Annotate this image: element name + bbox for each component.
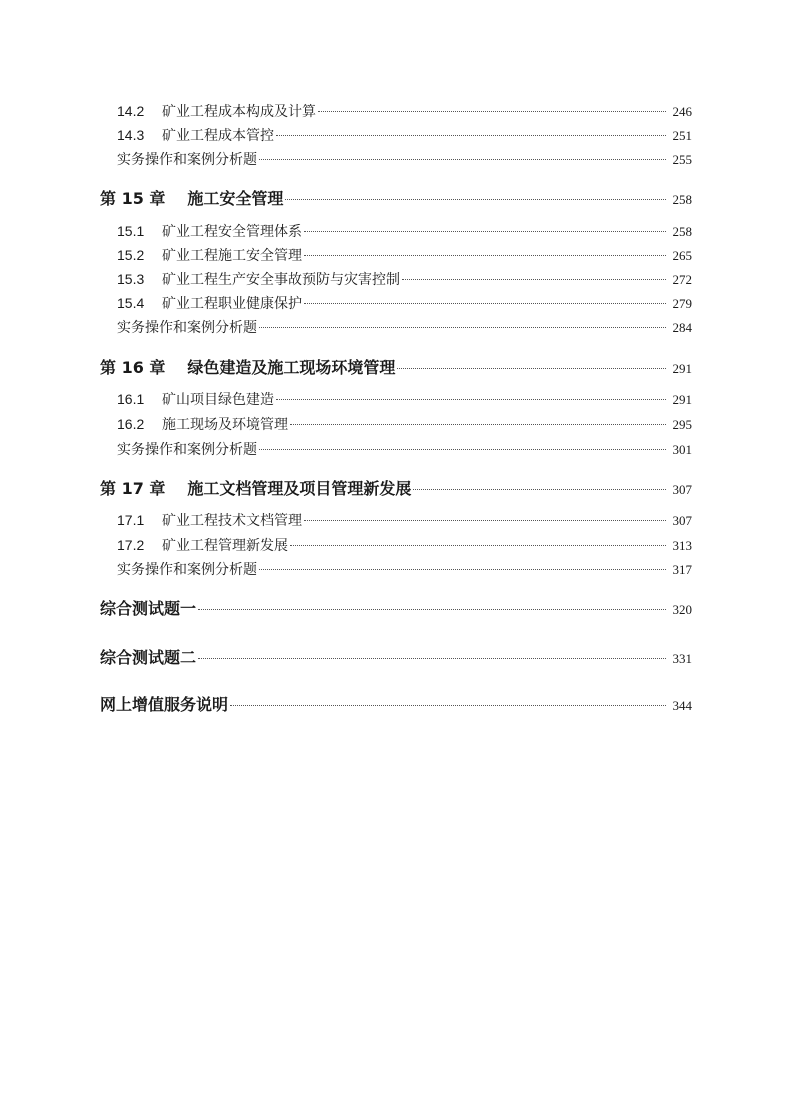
- section-number: 14.2: [117, 103, 145, 119]
- page-number: 307: [672, 482, 692, 497]
- toc-chapter-15[interactable]: [100, 186, 692, 209]
- page-number: 331: [672, 651, 692, 666]
- leader-dots: [290, 545, 666, 546]
- toc-entry-14-2[interactable]: [100, 101, 692, 121]
- toc-entry-17-1[interactable]: [100, 510, 692, 530]
- section-number: 16.1: [117, 391, 145, 407]
- toc-chapter-16[interactable]: [100, 355, 692, 378]
- page-number: 251: [672, 128, 692, 143]
- section-title: 矿业工程管理新发展: [162, 538, 288, 554]
- toc-chapter-17[interactable]: [100, 476, 692, 499]
- page-number: 307: [672, 513, 692, 528]
- leader-dots: [276, 135, 666, 136]
- page-number: 255: [672, 152, 692, 167]
- section-number: 16.2: [117, 416, 145, 432]
- page-number: 258: [672, 192, 692, 207]
- chapter-title: 网上增值服务说明: [100, 695, 229, 714]
- leader-dots: [259, 159, 666, 160]
- page-number: 272: [672, 272, 692, 287]
- toc-entry-17-2[interactable]: [100, 535, 692, 555]
- section-number: 15.4: [117, 295, 145, 311]
- chapter-label: 第 15 章: [100, 189, 166, 208]
- leader-dots: [304, 520, 666, 521]
- page-number: 246: [672, 104, 692, 119]
- toc-entry-15-2[interactable]: [100, 245, 692, 265]
- toc-test-1[interactable]: [100, 596, 692, 619]
- chapter-title: 绿色建造及施工现场环境管理: [187, 358, 396, 377]
- leader-dots: [304, 303, 666, 304]
- toc-entry-15-4[interactable]: [100, 293, 692, 313]
- section-number: 17.1: [117, 512, 145, 528]
- leader-dots: [304, 255, 666, 256]
- toc-online-service[interactable]: [100, 692, 692, 715]
- leader-dots: [198, 658, 666, 659]
- page-number: 284: [672, 320, 692, 335]
- page-number: 291: [672, 392, 692, 407]
- leader-dots: [397, 368, 666, 369]
- leader-dots: [198, 609, 666, 610]
- page-number: 258: [672, 224, 692, 239]
- toc-entry-16-2[interactable]: [100, 414, 692, 434]
- chapter-title: 施工安全管理: [187, 189, 284, 208]
- section-number: 14.3: [117, 127, 145, 143]
- section-title: 实务操作和案例分析题: [117, 562, 257, 578]
- toc-entry-14-3[interactable]: [100, 125, 692, 145]
- chapter-title: 综合测试题二: [100, 648, 197, 667]
- toc-entry-15-3[interactable]: [100, 269, 692, 289]
- page-number: 317: [672, 562, 692, 577]
- toc-test-2[interactable]: [100, 645, 692, 668]
- leader-dots: [402, 279, 666, 280]
- section-title: 矿业工程施工安全管理: [162, 248, 302, 264]
- toc-entry-15-1[interactable]: [100, 221, 692, 241]
- leader-dots: [259, 327, 666, 328]
- section-title: 矿业工程成本管控: [162, 128, 274, 144]
- page-number: 291: [672, 361, 692, 376]
- page-number: 279: [672, 296, 692, 311]
- leader-dots: [290, 424, 666, 425]
- toc-entry-ch14-exercises[interactable]: [100, 149, 692, 169]
- section-title: 矿业工程生产安全事故预防与灾害控制: [162, 272, 400, 288]
- chapter-title: 施工文档管理及项目管理新发展: [187, 479, 412, 498]
- leader-dots: [285, 199, 666, 200]
- page-number: 344: [672, 698, 692, 713]
- section-title: 施工现场及环境管理: [162, 417, 288, 433]
- section-title: 矿业工程职业健康保护: [162, 296, 302, 312]
- page-number: 295: [672, 417, 692, 432]
- section-title: 实务操作和案例分析题: [117, 442, 257, 458]
- chapter-label: 第 16 章: [100, 358, 166, 377]
- toc-entry-ch17-exercises[interactable]: [100, 559, 692, 579]
- toc-entry-ch16-exercises[interactable]: [100, 439, 692, 459]
- page-number: 301: [672, 442, 692, 457]
- leader-dots: [259, 449, 666, 450]
- section-title: 矿业工程成本构成及计算: [162, 104, 316, 120]
- chapter-title: 综合测试题一: [100, 599, 197, 618]
- page-number: 313: [672, 538, 692, 553]
- page-number: 265: [672, 248, 692, 263]
- section-title: 矿业工程安全管理体系: [162, 224, 302, 240]
- leader-dots: [259, 569, 666, 570]
- leader-dots: [304, 231, 666, 232]
- page-number: 320: [672, 602, 692, 617]
- leader-dots: [230, 705, 666, 706]
- section-title: 矿山项目绿色建造: [162, 392, 274, 408]
- section-number: 15.2: [117, 247, 145, 263]
- section-number: 15.3: [117, 271, 145, 287]
- leader-dots: [413, 489, 666, 490]
- leader-dots: [276, 399, 666, 400]
- leader-dots: [318, 111, 666, 112]
- section-title: 实务操作和案例分析题: [117, 152, 257, 168]
- toc-entry-16-1[interactable]: [100, 389, 692, 409]
- chapter-label: 第 17 章: [100, 479, 166, 498]
- section-title: 实务操作和案例分析题: [117, 320, 257, 336]
- section-title: 矿业工程技术文档管理: [162, 513, 302, 529]
- section-number: 17.2: [117, 537, 145, 553]
- section-number: 15.1: [117, 223, 145, 239]
- toc-entry-ch15-exercises[interactable]: [100, 317, 692, 337]
